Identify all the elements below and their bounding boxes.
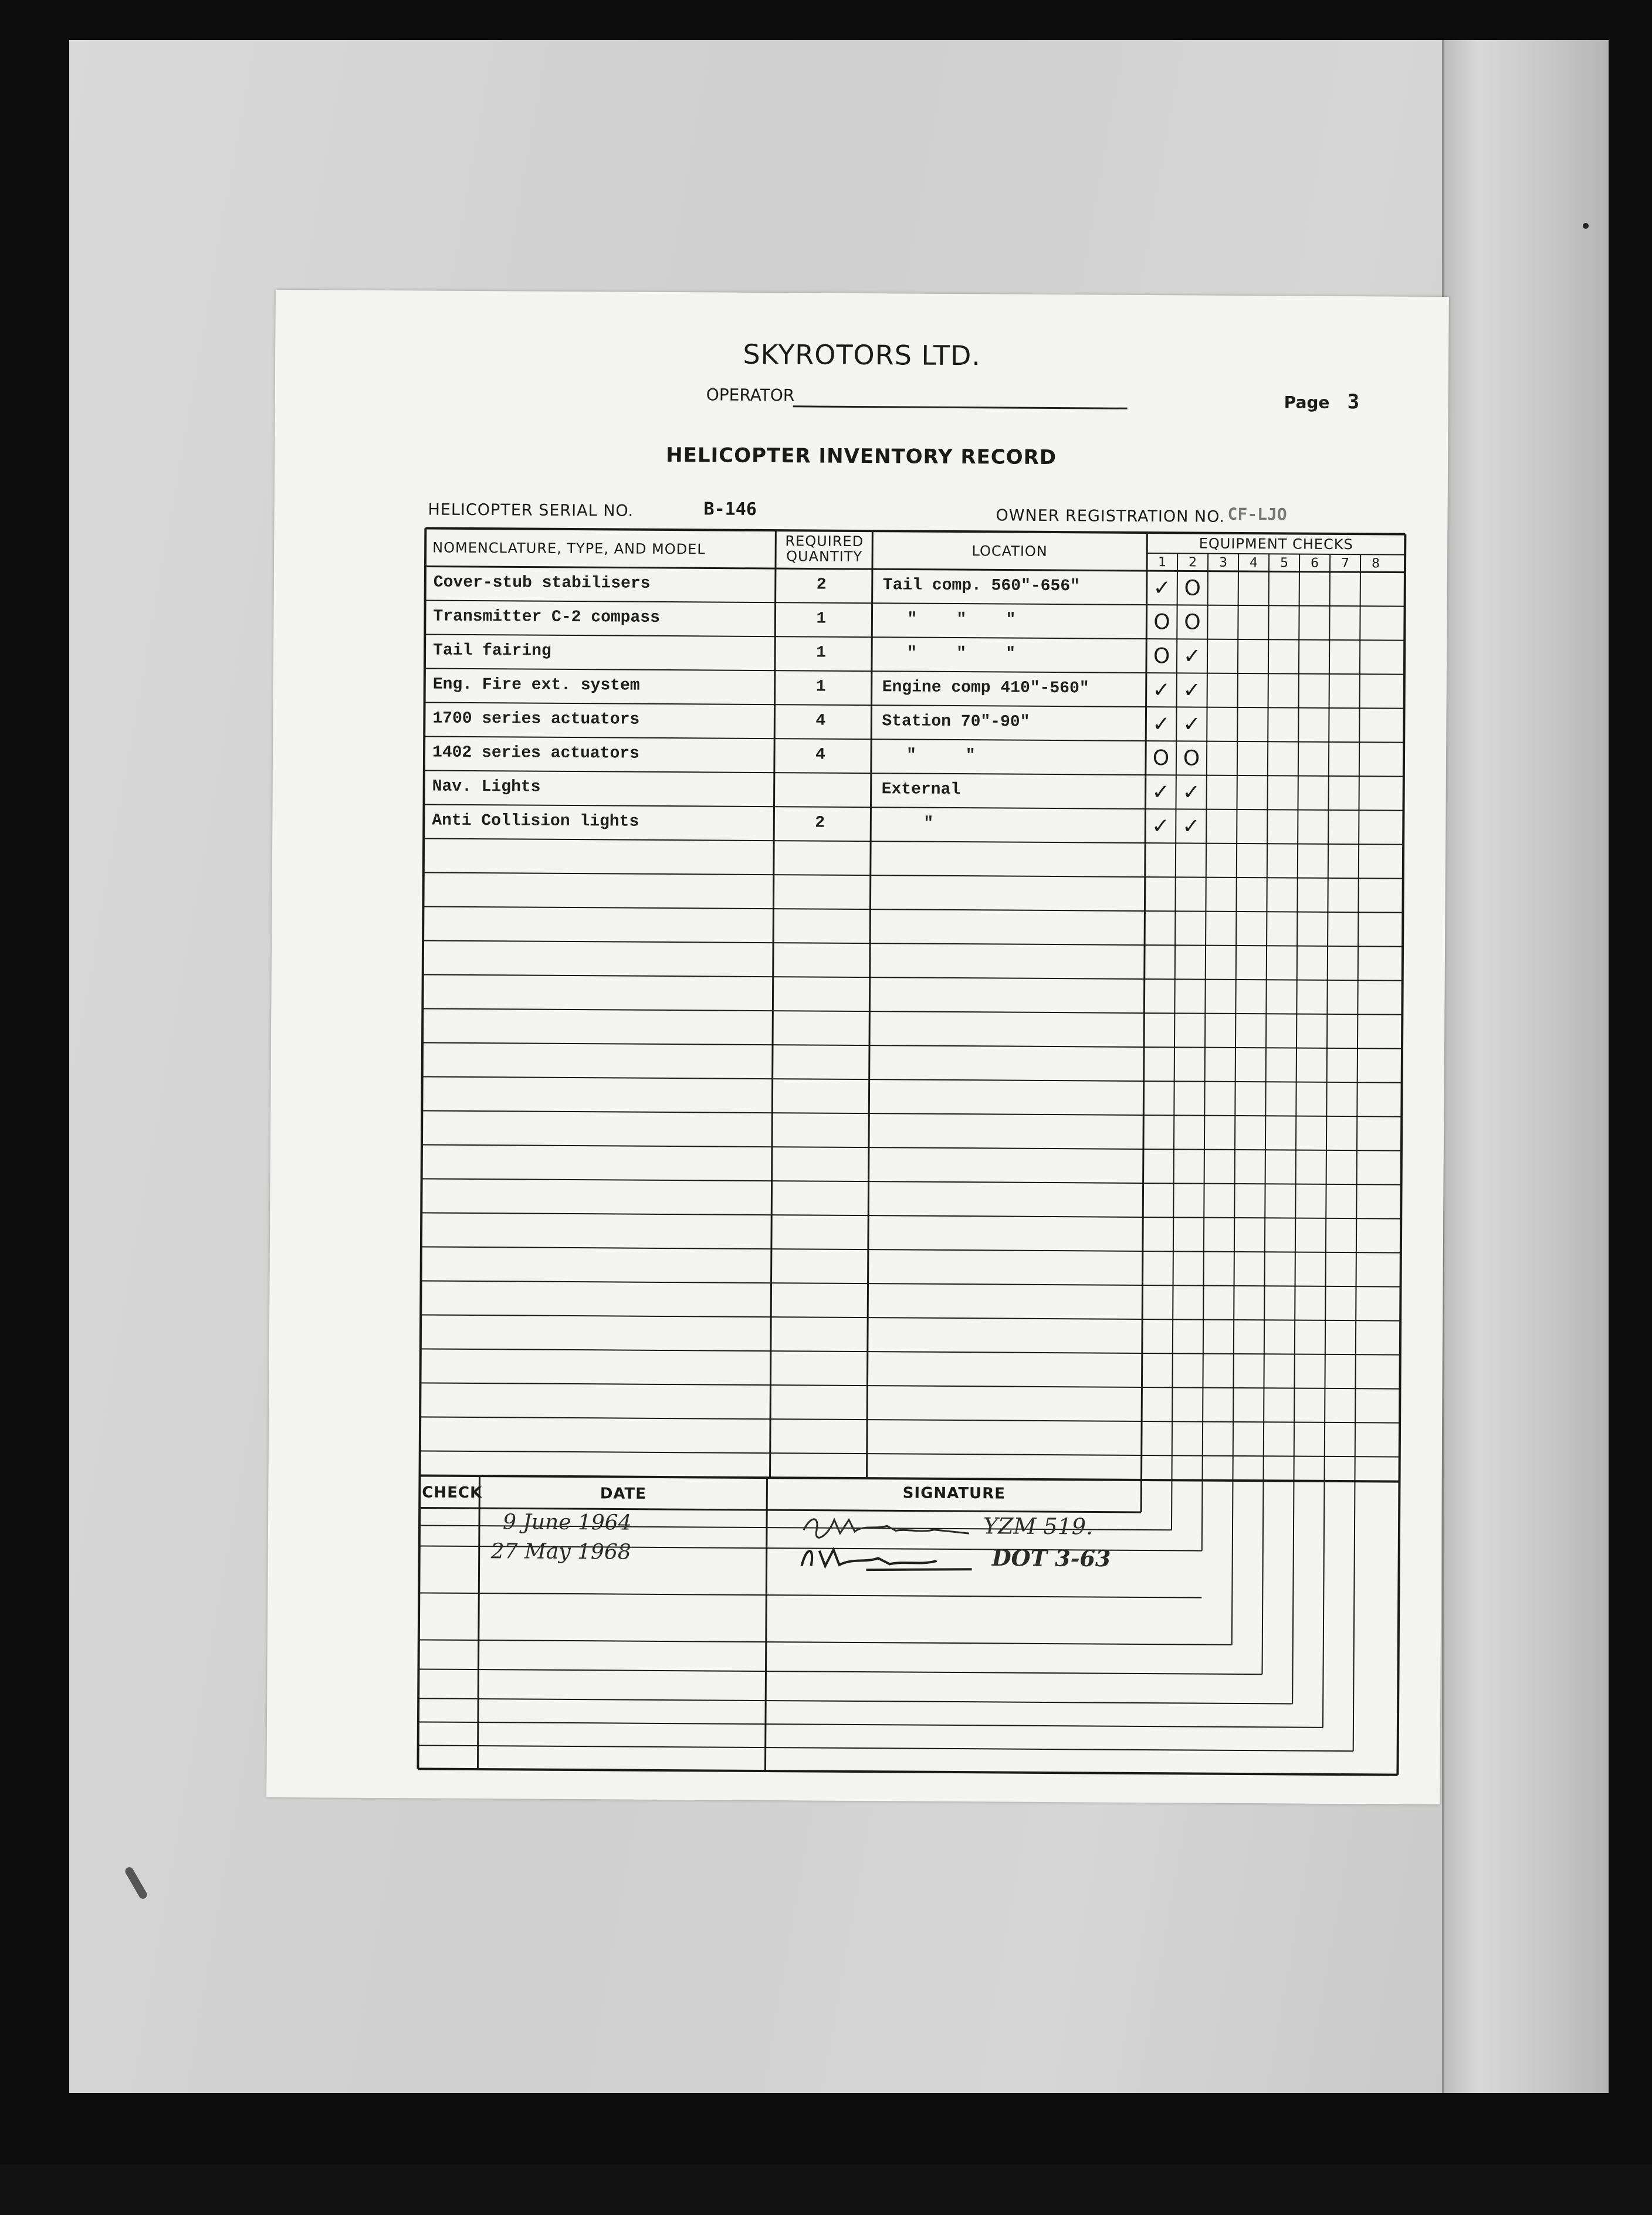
row8-location: " [923,814,934,833]
row7-check1: ✓ [1152,780,1170,805]
row4-check2: ✓ [1183,678,1201,703]
registration-label: OWNER REGISTRATION NO. [996,506,1225,526]
signoff-header-check: CHECK [422,1484,483,1502]
signoff-date-2: 27 May 1968 [490,1539,631,1564]
row4-location: Engine comp 410"-560" [882,678,1089,698]
row1-location: Tail comp. 560"-656" [882,576,1080,596]
row3-qty: 1 [816,643,827,662]
row3-check1: O [1153,644,1170,669]
signoff-header-signature: SIGNATURE [902,1484,1006,1503]
form-title: HELICOPTER INVENTORY RECORD [666,443,1057,470]
row1-item: Cover-stub stabilisers [433,573,651,593]
row8-item: Anti Collision lights [432,811,639,831]
row6-qty: 4 [815,746,825,764]
signoff-date-1: 9 June 1964 [502,1510,632,1535]
row3-location: " " " [907,644,1016,663]
row6-check2: O [1183,746,1200,771]
row7-check2: ✓ [1182,780,1200,805]
row7-location: External [881,780,961,800]
row5-item: 1700 series actuators [432,709,640,729]
film-border [0,2165,1652,2215]
check-number-7: 7 [1340,556,1350,571]
col-header-equipment-checks: EQUIPMENT CHECKS [1199,535,1353,553]
operator-blank-line [793,405,1128,409]
row7-item: Nav. Lights [432,777,541,797]
row4-check1: ✓ [1152,678,1170,703]
row4-qty: 1 [815,678,826,696]
col-header-quantity-line2: QUANTITY [786,548,863,565]
signoff-header-date: DATE [600,1485,647,1503]
film-speck [1583,223,1589,229]
row2-check1: O [1153,610,1170,635]
row6-check1: O [1152,746,1170,771]
backing-board-edge [1442,40,1609,2093]
signoff-signature-2 [795,1542,1111,1577]
operator-label: OPERATOR [706,385,795,405]
row5-qty: 4 [815,712,826,730]
check-number-4: 4 [1249,556,1258,571]
col-header-nomenclature: NOMENCLATURE, TYPE, AND MODEL [432,539,706,558]
check-number-5: 5 [1279,556,1289,571]
registration-value: CF-LJO [1227,504,1287,524]
col-header-quantity-line1: REQUIRED [785,533,864,550]
row8-check2: ✓ [1182,814,1200,839]
row3-check2: ✓ [1183,644,1201,669]
handwritten-signature-2 [795,1542,983,1576]
check-number-8: 8 [1371,556,1380,571]
check-number-6: 6 [1310,556,1319,571]
row6-item: 1402 series actuators [432,743,640,763]
row1-check2: O [1184,576,1201,601]
company-name: SKYROTORS LTD. [743,338,981,372]
row5-check2: ✓ [1183,712,1201,737]
check-number-2: 2 [1188,555,1197,570]
row2-check2: O [1184,610,1201,635]
row5-check1: ✓ [1152,712,1170,737]
row2-qty: 1 [816,609,827,628]
row8-qty: 2 [815,814,825,832]
serial-value: B-146 [703,499,757,520]
check-number-1: 1 [1157,555,1167,570]
row4-item: Eng. Fire ext. system [432,675,640,695]
signoff-signature-1 [799,1512,1093,1543]
check-number-3: 3 [1218,555,1228,570]
handwritten-signature-1 [799,1512,975,1543]
row2-item: Transmitter C-2 compass [433,607,661,627]
page-number: 3 [1347,390,1360,414]
row1-qty: 2 [816,575,827,594]
row5-location: Station 70"-90" [882,712,1030,731]
signoff-note-2: DOT 3-63 [991,1544,1111,1572]
page-label: Page [1284,392,1330,412]
inventory-form [266,290,1449,1804]
row3-item: Tail fairing [433,641,551,661]
row2-location: " " " [907,610,1016,629]
serial-label: HELICOPTER SERIAL NO. [428,500,634,520]
row6-location: " " [906,746,976,766]
col-header-location: LOCATION [971,543,1048,560]
signoff-note-1: YZM 519. [983,1513,1094,1540]
row1-check1: ✓ [1153,576,1171,601]
row8-check1: ✓ [1152,814,1170,839]
